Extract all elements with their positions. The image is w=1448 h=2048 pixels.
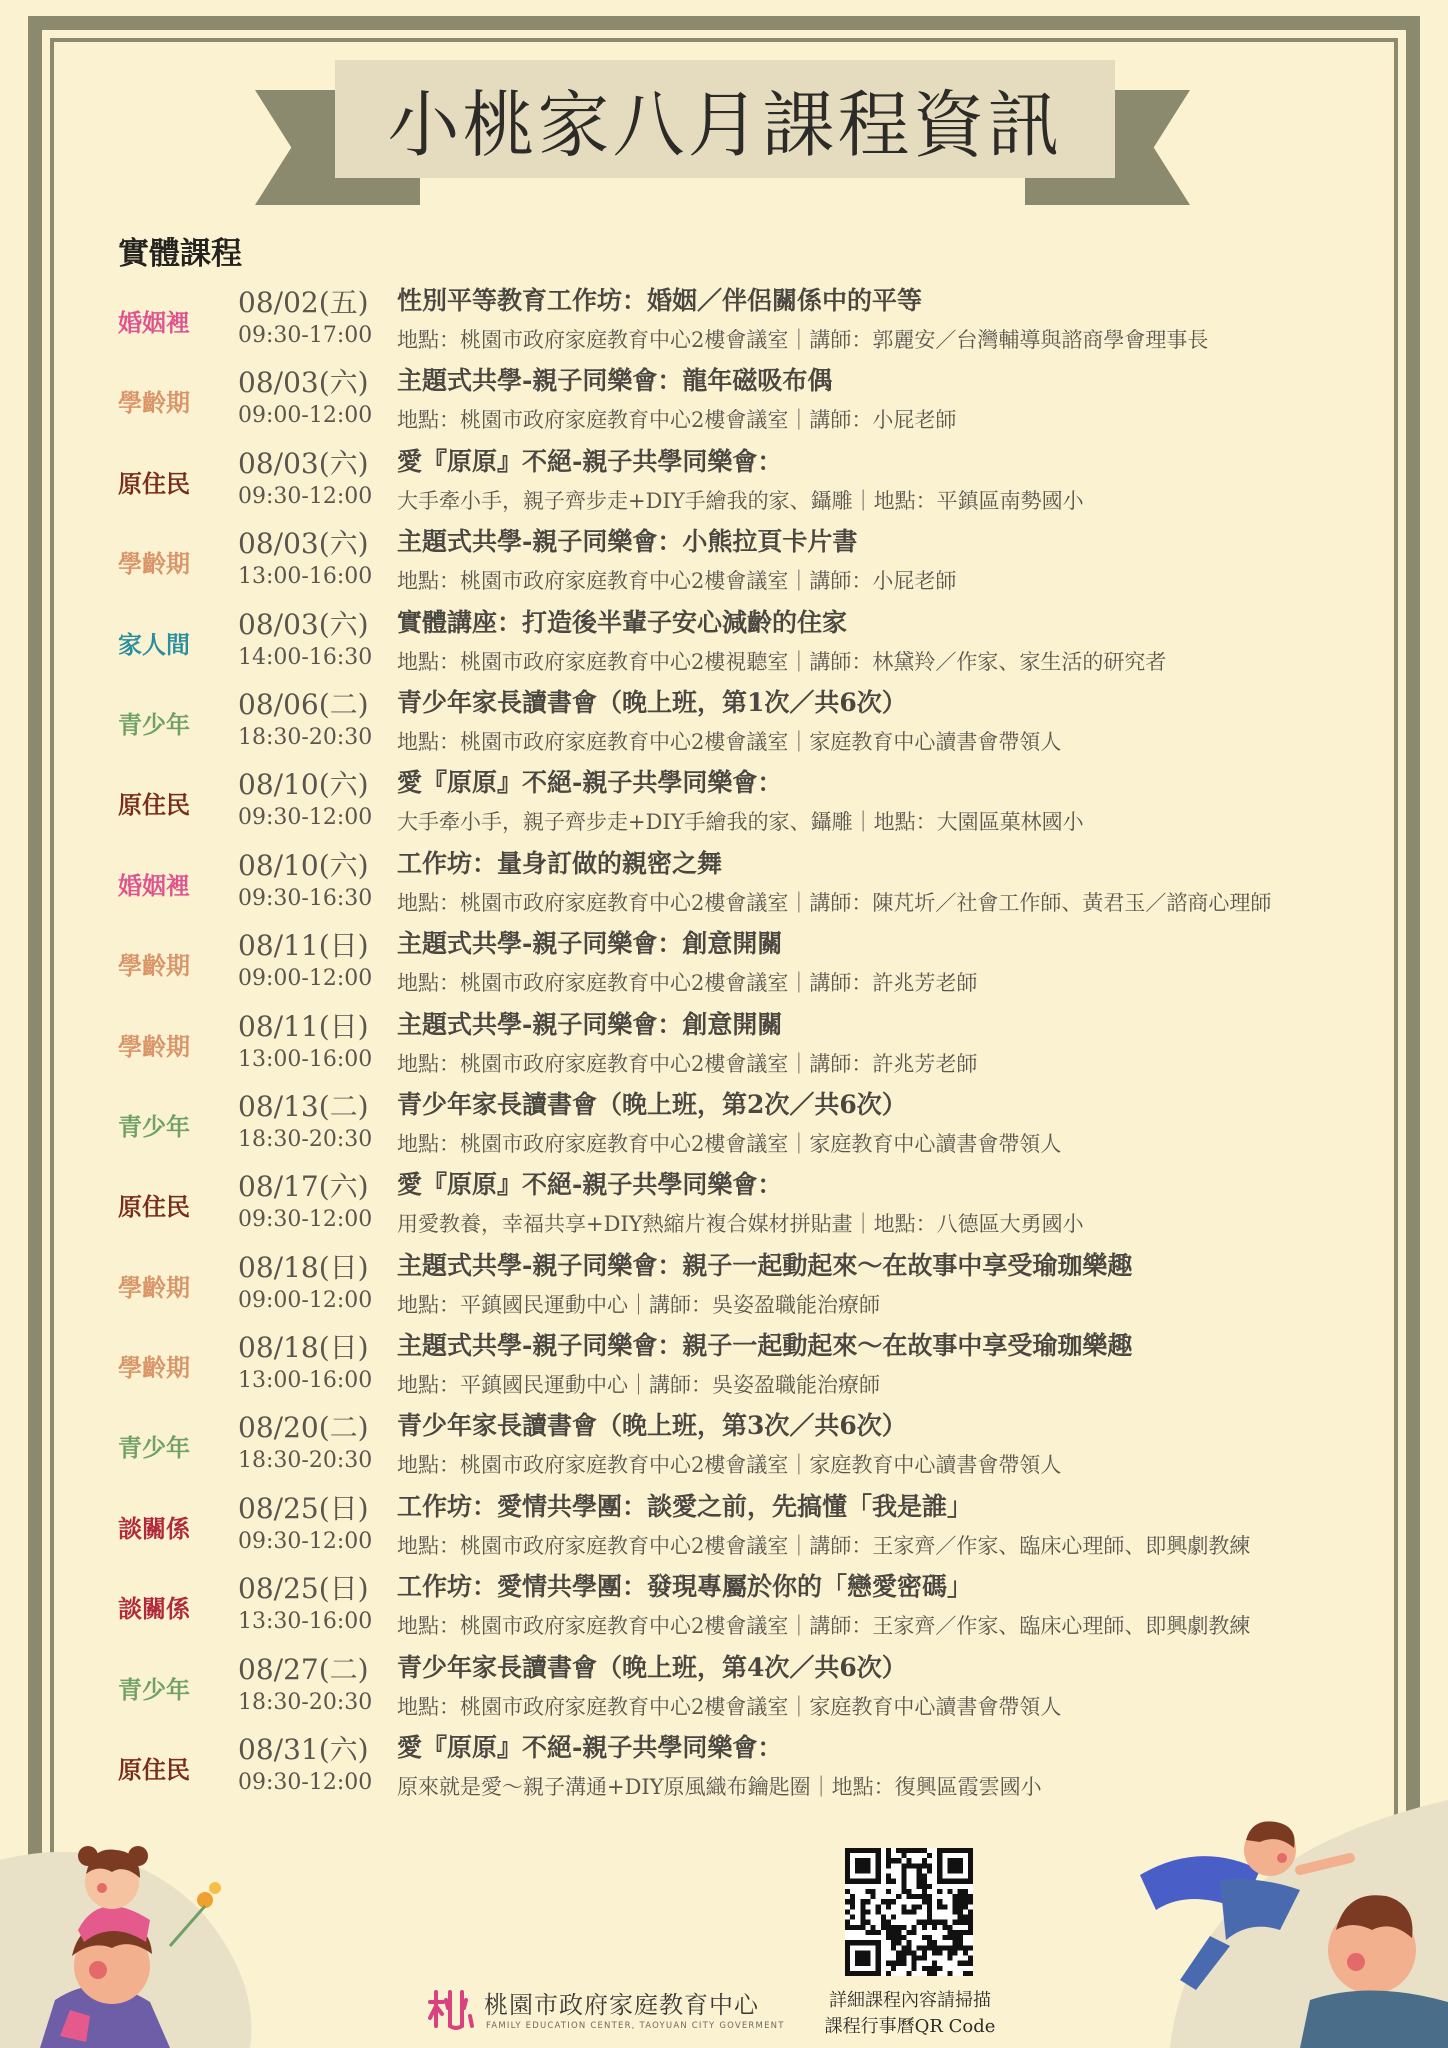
course-date: 08/20(二) xyxy=(238,1411,369,1445)
course-title: 主題式共學-親子同樂會：小熊拉頁卡片書 xyxy=(397,527,858,557)
course-row xyxy=(0,518,1448,598)
course-tag: 青少年 xyxy=(118,710,190,739)
course-title: 愛『原原』不絕-親子共學同樂會： xyxy=(397,446,783,476)
course-date: 08/10(六) xyxy=(238,768,369,802)
course-title: 愛『原原』不絕-親子共學同樂會： xyxy=(397,1733,783,1763)
course-title: 愛『原原』不絕-親子共學同樂會： xyxy=(397,1170,783,1200)
course-time: 09:00-12:00 xyxy=(238,403,373,429)
course-row xyxy=(0,1483,1448,1563)
course-time: 13:00-16:00 xyxy=(238,564,373,590)
course-date: 08/13(二) xyxy=(238,1089,369,1123)
course-title: 青少年家長讀書會（晚上班，第3次／共6次） xyxy=(397,1411,907,1441)
course-tag: 學齡期 xyxy=(118,1032,190,1061)
course-detail: 地點：桃園市政府家庭教育中心2樓會議室｜講師：許兆芳老師 xyxy=(397,971,978,996)
organization-name-english: FAMILY EDUCATION CENTER, TAOYUAN CITY GOVERMENT xyxy=(486,2021,785,2031)
section-title: 實體課程 xyxy=(118,236,242,272)
course-detail: 地點：桃園市政府家庭教育中心2樓會議室｜講師：陳芃圻／社會工作師、黃君玉／諮商心理師 xyxy=(397,890,1272,915)
course-tag: 學齡期 xyxy=(118,550,190,579)
course-title: 青少年家長讀書會（晚上班，第4次／共6次） xyxy=(397,1652,907,1682)
course-date: 08/03(六) xyxy=(238,366,369,400)
course-date: 08/27(二) xyxy=(238,1652,369,1686)
course-detail: 地點：桃園市政府家庭教育中心2樓會議室｜講師：許兆芳老師 xyxy=(397,1051,978,1076)
parent-child-illustration-right xyxy=(1110,1740,1448,2048)
course-row xyxy=(0,277,1448,357)
course-time: 13:00-16:00 xyxy=(238,1046,373,1072)
course-date: 08/03(六) xyxy=(238,446,369,480)
course-title: 主題式共學-親子同樂會：龍年磁吸布偶 xyxy=(397,366,833,396)
course-date: 08/11(日) xyxy=(238,1009,369,1043)
course-detail: 地點：桃園市政府家庭教育中心2樓會議室｜講師：郭麗安／台灣輔導與諮商學會理事長 xyxy=(397,328,1209,352)
course-row xyxy=(0,357,1448,437)
course-title: 青少年家長讀書會（晚上班，第1次／共6次） xyxy=(397,687,907,717)
course-title: 工作坊：愛情共學團：發現專屬於你的「戀愛密碼」 xyxy=(397,1572,973,1602)
course-time: 09:30-12:00 xyxy=(238,1770,373,1796)
course-tag: 青少年 xyxy=(118,1675,190,1704)
course-row xyxy=(0,1644,1448,1724)
course-row xyxy=(0,679,1448,759)
course-time: 18:30-20:30 xyxy=(238,724,373,750)
course-title: 性別平等教育工作坊：婚姻／伴侶關係中的平等 xyxy=(397,286,923,315)
course-title: 工作坊：量身訂做的親密之舞 xyxy=(397,848,723,878)
course-row xyxy=(0,1242,1448,1322)
qr-code[interactable] xyxy=(845,1848,973,1976)
course-title: 主題式共學-親子同樂會：創意開關 xyxy=(397,929,783,959)
qr-caption-line2: 課程行事曆QR Code xyxy=(824,2016,996,2037)
course-time: 09:30-12:00 xyxy=(238,805,373,831)
course-detail: 地點：桃園市政府家庭教育中心2樓會議室｜家庭教育中心讀書會帶領人 xyxy=(397,729,1062,754)
course-detail: 地點：桃園市政府家庭教育中心2樓會議室｜講師：王家齊／作家、臨床心理師、即興劇教練 xyxy=(397,1533,1251,1558)
course-date: 08/11(日) xyxy=(238,929,369,963)
course-detail: 地點：桃園市政府家庭教育中心2樓會議室｜家庭教育中心讀書會帶領人 xyxy=(397,1694,1062,1719)
course-title: 主題式共學-親子同樂會：親子一起動起來～在故事中享受瑜珈樂趣 xyxy=(397,1331,1133,1361)
course-row xyxy=(0,599,1448,679)
course-detail: 用愛教養，幸福共享+DIY熱縮片複合媒材拼貼畫｜地點：八德區大勇國小 xyxy=(397,1212,1084,1237)
course-date: 08/03(六) xyxy=(238,527,369,561)
course-tag: 婚姻裡 xyxy=(118,871,190,900)
course-date: 08/02(五) xyxy=(238,286,369,319)
qr-caption xyxy=(815,1988,1005,2040)
course-time: 09:30-12:00 xyxy=(238,1528,373,1554)
course-tag: 談關係 xyxy=(118,1514,190,1543)
course-title: 主題式共學-親子同樂會：創意開關 xyxy=(397,1009,783,1039)
course-tag: 學齡期 xyxy=(118,389,190,418)
course-tag: 青少年 xyxy=(118,1112,190,1141)
course-row xyxy=(0,438,1448,518)
course-detail: 大手牽小手，親子齊步走+DIY手繪我的家、鑷雕｜地點：大園區菓林國小 xyxy=(397,810,1084,835)
course-tag: 學齡期 xyxy=(118,952,190,981)
course-detail: 地點：平鎮國民運動中心｜講師：吳姿盈職能治療師 xyxy=(397,1373,880,1398)
course-title: 青少年家長讀書會（晚上班，第2次／共6次） xyxy=(397,1089,907,1119)
qr-caption-line1: 詳細課程內容請掃描 xyxy=(829,1990,991,2011)
course-row xyxy=(0,1001,1448,1081)
course-time: 09:00-12:00 xyxy=(238,966,373,992)
course-row xyxy=(0,840,1448,920)
course-date: 08/03(六) xyxy=(238,607,369,641)
course-date: 08/18(日) xyxy=(238,1250,369,1284)
course-time: 18:30-20:30 xyxy=(238,1126,373,1152)
course-tag: 原住民 xyxy=(118,791,190,820)
course-detail: 原來就是愛～親子溝通+DIY原風織布鑰匙圈｜地點：復興區霞雲國小 xyxy=(397,1775,1042,1800)
course-row xyxy=(0,1322,1448,1402)
course-detail: 地點：桃園市政府家庭教育中心2樓會議室｜講師：小屁老師 xyxy=(397,569,957,594)
course-row xyxy=(0,759,1448,839)
course-detail: 地點：桃園市政府家庭教育中心2樓會議室｜家庭教育中心讀書會帶領人 xyxy=(397,1453,1062,1478)
course-date: 08/31(六) xyxy=(238,1733,369,1767)
course-time: 13:00-16:00 xyxy=(238,1368,373,1394)
title-banner xyxy=(335,60,1115,178)
course-tag: 學齡期 xyxy=(118,1273,190,1302)
course-tag: 談關係 xyxy=(118,1595,190,1624)
course-date: 08/10(六) xyxy=(238,848,369,882)
course-title: 實體講座：打造後半輩子安心減齡的住家 xyxy=(397,607,848,637)
course-title: 愛『原原』不絕-親子共學同樂會： xyxy=(397,768,783,798)
course-date: 08/25(日) xyxy=(238,1491,369,1525)
course-row xyxy=(0,1161,1448,1241)
taoyuan-peach-logo-icon xyxy=(428,1986,474,2032)
course-tag: 青少年 xyxy=(118,1434,190,1463)
course-time: 09:30-12:00 xyxy=(238,483,373,509)
course-tag: 婚姻裡 xyxy=(118,309,190,337)
course-detail: 大手牽小手，親子齊步走+DIY手繪我的家、鑷雕｜地點：平鎮區南勢國小 xyxy=(397,488,1084,513)
course-detail: 地點：桃園市政府家庭教育中心2樓會議室｜講師：王家齊／作家、臨床心理師、即興劇教練 xyxy=(397,1614,1251,1639)
course-detail: 地點：桃園市政府家庭教育中心2樓會議室｜家庭教育中心讀書會帶領人 xyxy=(397,1131,1062,1156)
page-title: 小桃家八月課程資訊 xyxy=(387,83,1063,167)
organization-name: 桃園市政府家庭教育中心 xyxy=(484,1991,759,2019)
course-time: 14:00-16:30 xyxy=(238,644,373,670)
course-time: 13:30-16:00 xyxy=(238,1609,373,1635)
course-date: 08/25(日) xyxy=(238,1572,369,1606)
course-tag: 學齡期 xyxy=(118,1354,190,1383)
course-detail: 地點：平鎮國民運動中心｜講師：吳姿盈職能治療師 xyxy=(397,1292,880,1317)
course-detail: 地點：桃園市政府家庭教育中心2樓視聽室｜講師：林黛羚／作家、家生活的研究者 xyxy=(397,649,1167,674)
course-date: 08/17(六) xyxy=(238,1170,369,1204)
course-time: 18:30-20:30 xyxy=(238,1448,373,1474)
parent-child-illustration-left xyxy=(0,1770,260,2048)
course-tag: 原住民 xyxy=(118,469,190,498)
course-time: 09:30-12:00 xyxy=(238,1207,373,1233)
course-detail: 地點：桃園市政府家庭教育中心2樓會議室｜講師：小屁老師 xyxy=(397,408,957,433)
course-title: 工作坊：愛情共學團：談愛之前，先搞懂「我是誰」 xyxy=(397,1491,973,1521)
course-row xyxy=(0,1563,1448,1643)
course-tag: 原住民 xyxy=(118,1756,190,1785)
course-date: 08/18(日) xyxy=(238,1331,369,1365)
course-tag: 家人間 xyxy=(118,630,190,659)
course-time: 18:30-20:30 xyxy=(238,1689,373,1715)
course-row xyxy=(0,920,1448,1000)
course-row xyxy=(0,1402,1448,1482)
course-date: 08/06(二) xyxy=(238,687,369,721)
course-time: 09:30-17:00 xyxy=(238,323,373,348)
course-title: 主題式共學-親子同樂會：親子一起動起來～在故事中享受瑜珈樂趣 xyxy=(397,1250,1133,1280)
course-time: 09:30-16:30 xyxy=(238,885,373,911)
course-tag: 原住民 xyxy=(118,1193,190,1222)
course-row xyxy=(0,1081,1448,1161)
course-list xyxy=(0,277,1448,1804)
course-time: 09:00-12:00 xyxy=(238,1287,373,1313)
